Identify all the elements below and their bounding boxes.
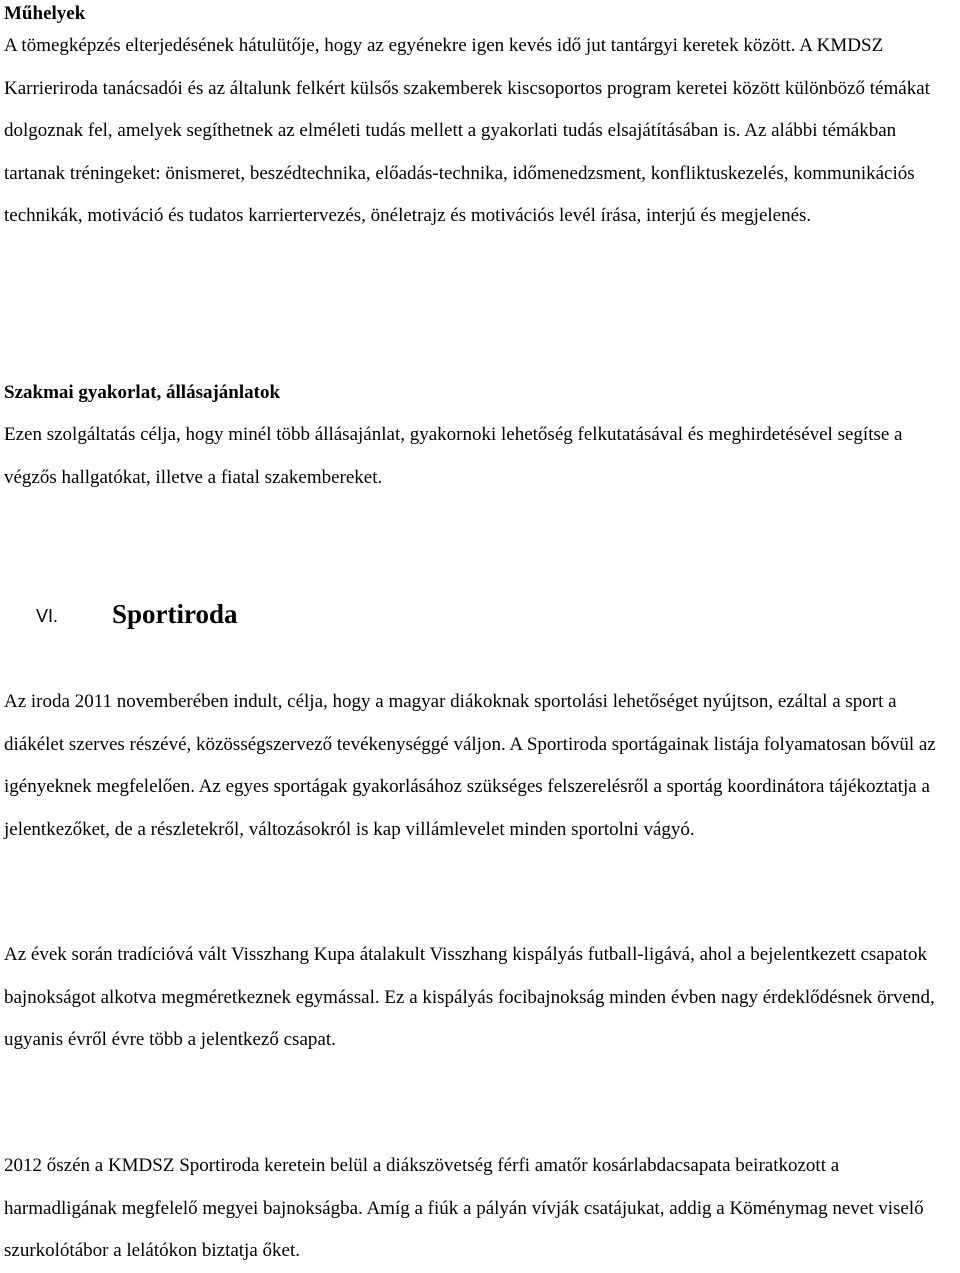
section-heading-muhelyek: Műhelyek (4, 3, 86, 24)
paragraph-sportiroda-3: 2012 őszén a KMDSZ Sportiroda keretein belül a diákszövetség férfi amatőr kosárlabdacsapata beiratkozott a harmadligának megfelelő megyei bajnokságba. Amíg a fiúk a pályán vívják csatájukat, addig a Köménymag nevet viselő szurkolótábor a lelátókon biztatja őket. (4, 1155, 924, 1261)
paragraph-muhelyek: A tömegképzés elterjedésének hátulütője, hogy az egyénekre igen kevés idő jut tantárgyi keretek között. A KMDSZ Karrieriroda tanácsadói és az általunk felkért külsős szakemberek kiscsoportos program keretei között különböző témákat dolgoznak fel, amelyek segíthetnek az elméleti tudás mellett a gyakorlati tudás elsajátításában is. Az alábbi témákban tartanak tréningeket: önismeret, beszédtechnika, előadás-technika, időmenedzsment, konfliktuskezelés, kommunikációs technikák, motiváció és tudatos karriertervezés, önéletrajz és motivációs levél írása, interjú és megjelenés. (4, 35, 930, 226)
paragraph-sportiroda-1: Az iroda 2011 novemberében indult, célja, hogy a magyar diákoknak sportolási lehetőséget nyújtson, ezáltal a sport a diákélet szerves részévé, közösségszervező tevékenységgé váljon. A Sportiroda sportágainak listája folyamatosan bővül az igényeknek megfelelően. Az egyes sportágak gyakorlásához szükséges felszerelésről a sportág koordinátora tájékoztatja a jelentkezőket, de a részletekről, változásokról is kap villámlevelet minden sportolni vágyó. (4, 691, 936, 840)
chapter-title-sportiroda (4, 598, 956, 630)
section-heading-szakmai-gyakorlat: Szakmai gyakorlat, állásajánlatok (4, 382, 281, 403)
chapter-title: Sportiroda (112, 599, 238, 629)
chapter-number: VI. (36, 606, 59, 626)
paragraph-szakmai-gyakorlat: Ezen szolgáltatás célja, hogy minél több állásajánlat, gyakornoki lehetőség felkutatásával és meghirdetésével segítse a végzős hallgatókat, illetve a fiatal szakembereket. (4, 424, 903, 488)
paragraph-sportiroda-2: Az évek során tradícióvá vált Visszhang Kupa átalakult Visszhang kispályás futball-ligává, ahol a bejelentkezett csapatok bajnokságot alkotva megméretkeznek egymással. Ez a kispályás focibajnokság minden évben nagy érdeklődésnek örvend, ugyanis évről évre több a jelentkező csapat. (4, 944, 935, 1050)
